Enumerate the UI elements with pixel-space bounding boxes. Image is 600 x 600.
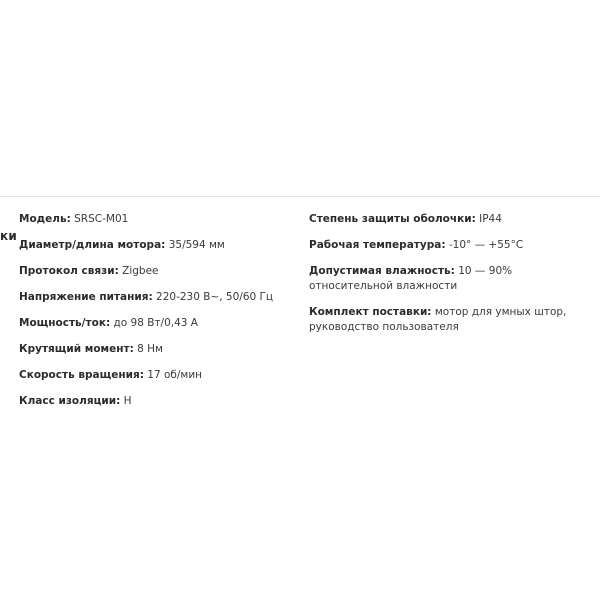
spec-label: Класс изоляции:: [19, 395, 121, 407]
spec-value: IP44: [479, 213, 502, 225]
spec-row-model: [19, 212, 289, 227]
spec-value: 35/594 мм: [168, 239, 225, 251]
spec-value: 220-230 В~, 50/60 Гц: [156, 291, 274, 303]
spec-label: Допустимая влажность:: [309, 265, 455, 277]
section-divider: [0, 196, 600, 197]
spec-row-voltage: [19, 290, 289, 305]
spec-value: 8 Нм: [137, 343, 163, 355]
spec-value: H: [123, 395, 132, 407]
spec-label: Комплект поставки:: [309, 306, 432, 318]
spec-value: 17 об/мин: [147, 369, 203, 381]
specs-column-left: [19, 212, 289, 420]
cropped-heading-fragment: ки: [0, 229, 17, 243]
spec-value: мотор для умных штор, руководство пользователя: [309, 306, 567, 333]
spec-label: Протокол связи:: [19, 265, 119, 277]
spec-label: Скорость вращения:: [19, 369, 144, 381]
spec-value: SRSC-M01: [74, 213, 129, 225]
spec-label: Напряжение питания:: [19, 291, 153, 303]
spec-row-operating-temperature: [309, 238, 577, 253]
spec-label: Крутящий момент:: [19, 343, 134, 355]
spec-value: -10° — +55°C: [448, 239, 524, 251]
spec-row-humidity: [309, 264, 577, 294]
spec-label: Рабочая температура:: [309, 239, 446, 251]
spec-label: Степень защиты оболочки:: [309, 213, 476, 225]
spec-label: Модель:: [19, 213, 71, 225]
spec-label: Диаметр/длина мотора:: [19, 239, 166, 251]
spec-row-package-contents: [309, 305, 577, 335]
spec-value: 10 — 90% относительной влажности: [309, 265, 513, 292]
spec-value: до 98 Вт/0,43 А: [113, 317, 198, 329]
spec-row-protection-rating: [309, 212, 577, 227]
spec-row-rotation-speed: [19, 368, 289, 383]
spec-label: Мощность/ток:: [19, 317, 111, 329]
spec-row-diameter-length: [19, 238, 289, 253]
spec-value: Zigbee: [122, 265, 159, 277]
spec-row-insulation-class: [19, 394, 289, 409]
spec-row-power-current: [19, 316, 289, 331]
spec-row-protocol: [19, 264, 289, 279]
specs-column-right: [309, 212, 577, 346]
spec-row-torque: [19, 342, 289, 357]
